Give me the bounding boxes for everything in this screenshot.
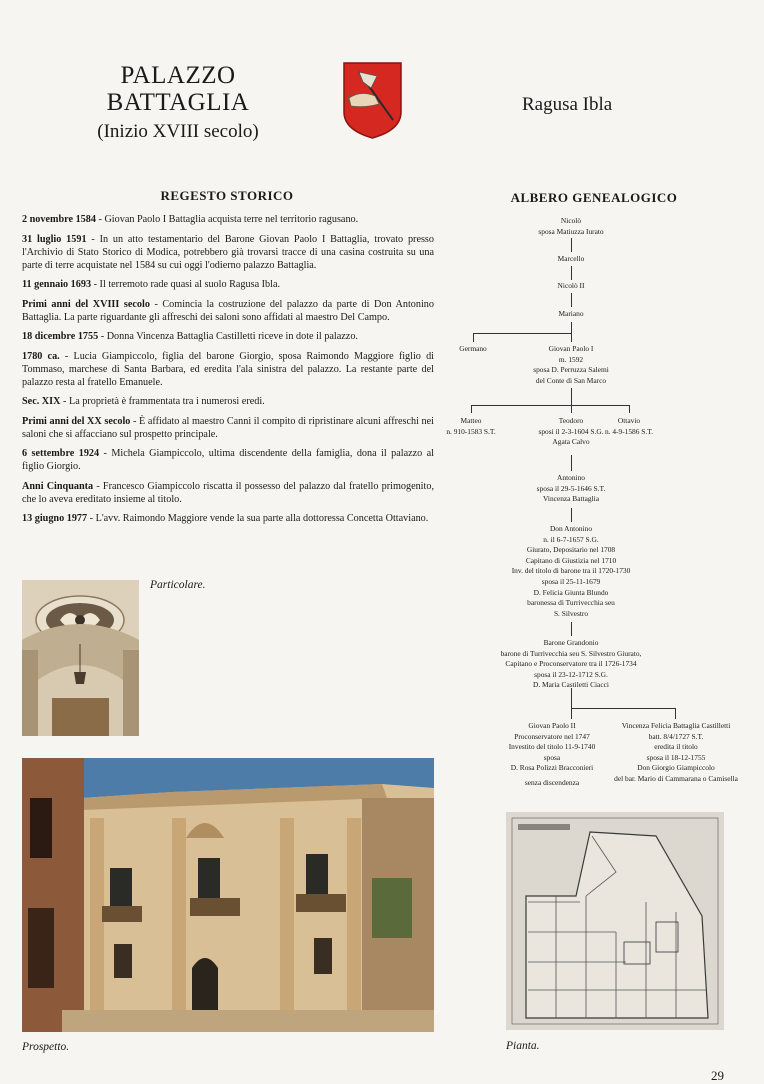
tree-node-line: baronessa di Turrivecchia seu — [527, 598, 615, 608]
regesto-entry — [22, 480, 434, 506]
tree-node-line: sposa il 29-5-1646 S.T. — [536, 483, 606, 493]
tree-node-line: Proconservatore nel 1747 — [514, 731, 590, 741]
family-tree — [440, 210, 760, 810]
regesto-entry — [22, 512, 434, 525]
tree-node-line: Teodoro — [558, 416, 584, 425]
tree-node-giovanpaolo1 — [533, 344, 609, 386]
regesto-date: 2 novembre 1584 — [22, 214, 96, 225]
tree-node-line: del bar. Mario di Cammarana o Camisella — [614, 773, 738, 783]
tree-node-line: n. 910-1583 S.T. — [446, 426, 496, 436]
tree-node-line: Agata Calvo — [552, 437, 590, 447]
tree-node-mariano — [558, 309, 583, 320]
tree-node-line: Inv. del titolo di barone tra il 1720-1730 — [511, 566, 631, 576]
tree-node-line: Investito del titolo 11-9-1740 — [508, 742, 596, 752]
tree-node-line: Don Giorgio Giampiccolo — [637, 763, 715, 773]
photo-pianta — [506, 812, 724, 1030]
tree-node-line: Nicolò II — [557, 281, 585, 290]
title-line-1: PALAZZO — [120, 62, 236, 89]
tree-node-nicolo — [538, 216, 603, 237]
tree-node-line: Giurato, Depositario nel 1708 — [526, 545, 616, 555]
tree-node-line: sposa il 18-12-1755 — [646, 752, 706, 762]
coat-of-arms-icon — [341, 60, 404, 140]
regesto-date: Primi anni del XVIII secolo — [22, 298, 150, 310]
tree-node-line: D. Felicia Giunta Blundo — [533, 587, 609, 597]
tree-node-line: sposa — [543, 752, 561, 762]
regesto-entry — [22, 447, 434, 473]
tree-node-line: Nicolò — [560, 216, 582, 225]
regesto-heading: REGESTO STORICO — [160, 188, 294, 203]
tree-node-line: sposa il 23-12-1712 S.G. — [534, 669, 608, 679]
tree-node-line: Germano — [459, 344, 487, 353]
tree-node-line: D. Rosa Polizzi Bracconieri — [510, 763, 594, 773]
tree-node-line: Mariano — [558, 309, 584, 318]
regesto-body: - L'avv. Raimondo Maggiore vende la sua parte alla dottoressa Concetta Ottaviano. — [87, 513, 429, 524]
regesto-date: Sec. XIX — [22, 396, 61, 407]
tree-node-line: barone di Turrivecchia seu S. Silvestro Giurato, — [500, 648, 642, 658]
tree-node-line: sposi il 2-3-1604 S.G. — [538, 426, 604, 436]
caption-particolare: Particolare. — [150, 579, 206, 591]
regesto-date: 13 giugno 1977 — [22, 513, 88, 524]
tree-node-line: Vincenza Felicia Battaglia Castilletti — [621, 721, 731, 730]
regesto-body: - Lucia Giampiccolo, figlia del barone Giorgio, sposa Raimondo Maggiore figlio di Tommaso, marchese di Santa Barbara, ed eredita l'ala sinistra del palazzo. La restante parte del palazzo resta al fratello Emanuele. — [22, 350, 434, 388]
regesto-body: - Il terremoto rade quasi al suolo Ragusa Ibla. — [91, 279, 281, 290]
regesto-body: - Michela Giampiccolo, ultima discendente della famiglia, dona il palazzo al figlio Giorgio. — [22, 448, 435, 472]
tree-node-teodoro — [538, 416, 603, 448]
tree-node-line: Matteo — [460, 416, 482, 425]
tree-node-line: Giovan Paolo I — [548, 344, 594, 353]
regesto-entry — [22, 330, 434, 343]
tree-node-nicolo2 — [558, 281, 585, 292]
tree-node-line: D. Maria Castiletti Ciacci — [533, 680, 609, 690]
regesto-body: - Donna Vincenza Battaglia Castilletti riceve in dote il palazzo. — [98, 331, 358, 342]
tree-node-line: n. 4-9-1586 S.T. — [604, 426, 654, 436]
regesto-date: Primi anni del XX secolo — [22, 415, 131, 427]
tree-node-line: S. Silvestro — [553, 608, 589, 618]
tree-node-ottavio — [605, 416, 653, 437]
regesto-entry — [22, 278, 434, 291]
tree-node-marcello — [558, 254, 585, 265]
page-title — [80, 62, 276, 145]
photo-prospetto — [22, 758, 434, 1032]
regesto-date: 1780 ca. — [22, 350, 60, 362]
regesto-body: - Comincia la costruzione del palazzo da parte di Don Antonino Battaglia. La parte riguardante gli affreschi dei saloni sono affidati al maestro Del Campo. — [22, 298, 434, 323]
regesto-body: - In un atto testamentario del Barone Giovan Paolo I Battaglia, trovato presso l'Archivio di Stato Storico di Modica, potrebbero già trovarsi tracce di una casina costruita su una parte di terre acquistate nel 1584 su cui oggi l'odierno palazzo Battaglia. — [22, 233, 434, 271]
tree-node-line: Don Antonino — [549, 524, 593, 533]
tree-node-line: sposa Matiuzza Iurato — [538, 226, 604, 236]
regesto-body: - La proprietà è frammentata tra i numerosi eredi. — [60, 396, 265, 407]
tree-node-line: Antonino — [557, 473, 585, 482]
tree-heading: ALBERO GENEALOGICO — [510, 190, 678, 205]
tree-node-line: sposa D. Perruzza Salemi — [533, 365, 609, 375]
tree-node-line: Marcello — [557, 254, 585, 263]
regesto-entry — [22, 233, 434, 272]
tree-node-matteo — [446, 416, 495, 437]
tree-node-line: Giovan Paolo II — [528, 721, 576, 730]
regesto-entry — [22, 350, 434, 389]
regesto-date: 11 gennaio 1693 — [22, 279, 92, 290]
tree-node-line: Barone Grandonio — [543, 638, 599, 647]
caption-prospetto: Prospetto. — [22, 1041, 70, 1053]
tree-node-line: Capitano e Proconservatore tra il 1726-1734 — [505, 659, 637, 669]
regesto-body: - Giovan Paolo I Battaglia acquista terre nel territorio ragusano. — [95, 214, 359, 225]
tree-node-germano — [459, 344, 487, 355]
regesto-date: 31 luglio 1591 — [22, 233, 87, 245]
tree-node-line: m. 1592 — [558, 354, 584, 364]
tree-node-vincenza — [614, 721, 738, 785]
regesto-entry — [22, 415, 434, 441]
regesto-body: - È affidato al maestro Cannì il compito di ripristinare alcuni affreschi nei saloni che si affacciano sul prospetto principale. — [22, 415, 435, 440]
regesto-entry — [22, 213, 434, 226]
tree-node-line: Capitano di Giustizia nel 1710 — [525, 555, 617, 565]
regesto-body: - Francesco Giampiccolo riscatta il possesso del palazzo dal fratello primogenito, che lo aveva ereditato insieme al titolo. — [22, 480, 434, 505]
regesto-date: Anni Cinquanta — [22, 480, 94, 492]
tree-node-don-antonino — [512, 524, 631, 619]
regesto-date: 6 settembre 1924 — [22, 448, 100, 459]
title-subtitle: (Inizio XVIII secolo) — [97, 121, 259, 142]
regesto-date: 18 dicembre 1755 — [22, 331, 99, 342]
place-name: Ragusa Ibla — [522, 94, 613, 115]
tree-node-line: Ottavio — [617, 416, 641, 425]
regesto-entry — [22, 395, 434, 408]
tree-node-line: Vincenza Battaglia — [542, 494, 599, 504]
tree-node-line: batt. 8/4/1727 S.T. — [648, 731, 704, 741]
regesto-entry — [22, 298, 434, 324]
tree-node-giovanpaolo2 — [509, 721, 596, 789]
tree-node-grandonio — [501, 638, 642, 691]
caption-pianta: Pianta. — [506, 1040, 540, 1052]
tree-node-line: sposa il 25-11-1679 — [541, 576, 601, 586]
title-line-2: BATTAGLIA — [106, 89, 250, 116]
photo-particolare — [22, 580, 139, 736]
page-number: 29 — [711, 1068, 724, 1083]
regesto-text — [22, 213, 434, 532]
tree-node-antonino — [537, 473, 606, 505]
tree-node-line: eredita il titolo — [654, 742, 698, 752]
tree-node-line: senza discendenza — [524, 777, 580, 787]
tree-node-line: n. il 6-7-1657 S.G. — [543, 534, 599, 544]
tree-node-line: del Conte di San Marco — [535, 375, 607, 385]
